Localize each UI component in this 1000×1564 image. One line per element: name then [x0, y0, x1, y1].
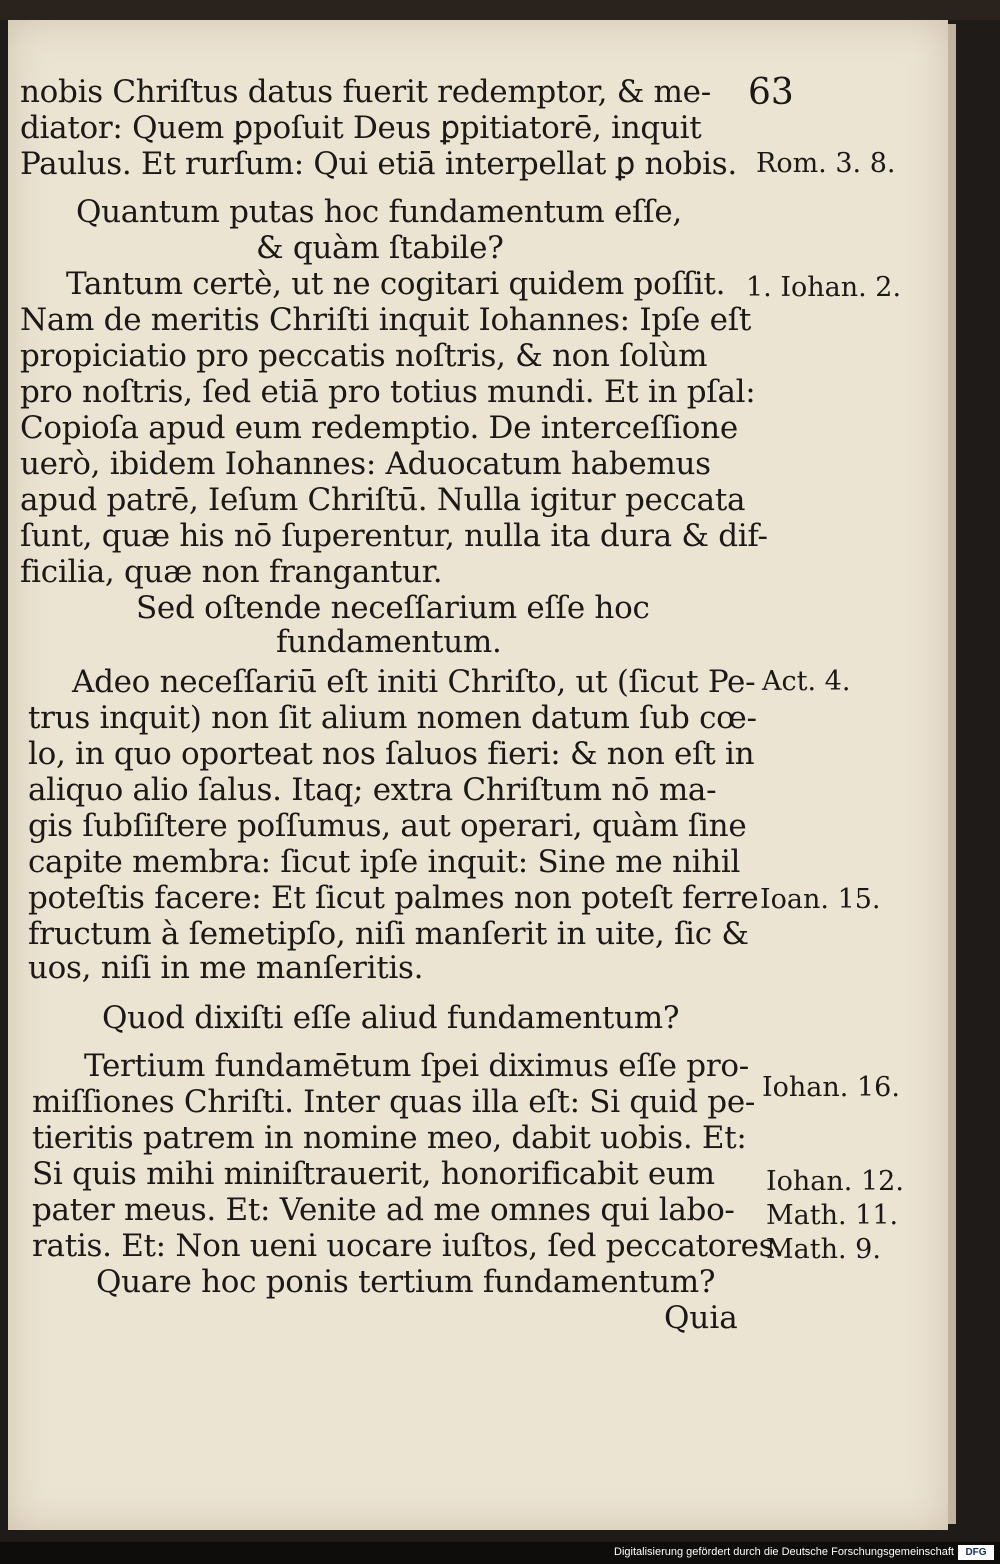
text-line: Paulus. Et rurſum: Qui etiā interpellat ꝑ nobis.	[20, 146, 737, 182]
text-line: ratis. Et: Non ueni uocare iuſtos, ſed peccatores.	[32, 1228, 784, 1264]
text-line: Tantum certè, ut ne cogitari quidem poſſit.	[66, 266, 726, 302]
page-number: 63	[748, 72, 794, 113]
text-line: pro noſtris, ſed etiā pro totius mundi. Et in pſal:	[20, 374, 756, 410]
digitization-credit: Digitalisierung gefördert durch die Deutsche Forschungsgemeinschaft	[614, 1546, 954, 1558]
catchword: Quia	[664, 1300, 738, 1336]
margin-note: Act. 4.	[762, 666, 851, 697]
margin-note: Rom. 3. 8.	[756, 148, 896, 179]
margin-note: Iohan. 12.	[766, 1166, 904, 1197]
text-line: Nam de meritis Chriſti inquit Iohannes: Ipſe eſt	[20, 302, 752, 338]
margin-note: Math. 9.	[766, 1234, 881, 1265]
question-line: Quare hoc ponis tertium fundamentum?	[96, 1264, 716, 1300]
question-line: & quàm ſtabile?	[256, 230, 504, 266]
text-line: Copioſa apud eum redemptio. De interceſſione	[20, 410, 738, 446]
text-line: pater meus. Et: Venite ad me omnes qui labo-	[32, 1192, 735, 1228]
question-line: Quod dixiſti eſſe aliud fundamentum?	[102, 1000, 680, 1036]
text-line: miſſiones Chriſti. Inter quas illa eſt: Si quid pe-	[32, 1084, 756, 1120]
text-line: Tertium fundamētum ſpei diximus eſſe pro-	[84, 1048, 749, 1084]
text-line: Adeo neceſſariū eſt initi Chriſto, ut (ſicut Pe-	[72, 664, 756, 700]
scan-top-edge	[0, 0, 1000, 20]
question-line: fundamentum.	[276, 624, 502, 660]
text-line: ſunt, quæ his nō ſuperentur, nulla ita dura & dif-	[20, 518, 768, 554]
question-line: Quantum putas hoc fundamentum eſſe,	[76, 194, 682, 230]
text-line: trus inquit) non ſit alium nomen datum ſub cœ-	[28, 700, 757, 736]
text-line: diator: Quem ꝑpoſuit Deus ꝑpitiatorē, inquit	[20, 110, 702, 146]
text-line: aliquo alio ſalus. Itaq; extra Chriſtum nō ma-	[28, 772, 717, 808]
text-line: Si quis mihi miniſtrauerit, honorificabit eum	[32, 1156, 715, 1192]
text-line: tieritis patrem in nomine meo, dabit uobis. Et:	[32, 1120, 747, 1156]
margin-note: Math. 11.	[766, 1200, 899, 1231]
text-line: uerò, ibidem Iohannes: Aduocatum habemus	[20, 446, 711, 482]
page-edge	[948, 24, 956, 1524]
text-line: propiciatio pro peccatis noſtris, & non ſolùm	[20, 338, 708, 374]
margin-note: 1. Iohan. 2.	[746, 272, 902, 303]
text-line: apud patrē, Ieſum Chriſtū. Nulla igitur peccata	[20, 482, 746, 518]
text-line: uos, niſi in me manſeritis.	[28, 950, 424, 986]
text-line: capite membra: ſicut ipſe inquit: Sine me nihil	[28, 844, 741, 880]
text-line: ficilia, quæ non frangantur.	[20, 554, 443, 590]
text-line: gis ſubſiſtere poſſumus, aut operari, quàm ſine	[28, 808, 747, 844]
margin-note: Ioan. 15.	[760, 884, 881, 915]
margin-note: Iohan. 16.	[762, 1072, 900, 1103]
text-line: lo, in quo oporteat nos ſaluos fieri: & non eſt in	[28, 736, 755, 772]
text-line: poteſtis facere: Et ſicut palmes non poteſt ferre	[28, 880, 759, 916]
text-line: fructum à ſemetipſo, niſi manſerit in uite, ſic &	[28, 916, 749, 952]
question-line: Sed oſtende neceſſarium eſſe hoc	[136, 590, 650, 626]
text-line: nobis Chriſtus datus fuerit redemptor, & me-	[20, 74, 711, 110]
dfg-logo: DFG	[958, 1545, 994, 1560]
